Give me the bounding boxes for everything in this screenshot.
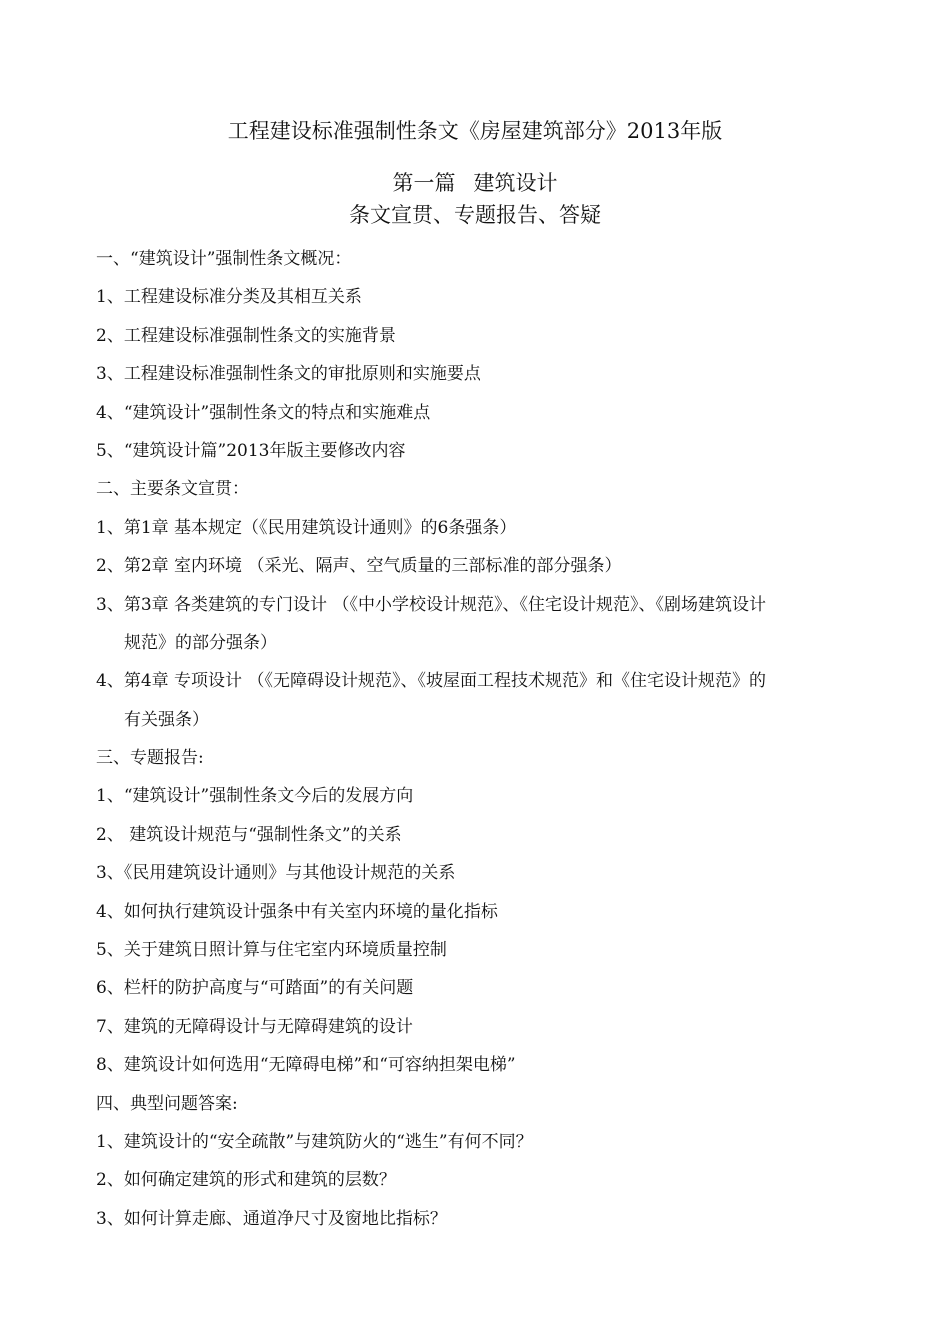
list-item: 1、“建筑设计”强制性条文今后的发展方向 xyxy=(96,786,414,807)
part-name: 建筑设计 xyxy=(473,171,558,195)
list-item-continuation: 规范》的部分强条） xyxy=(124,632,277,653)
list-item: 3、如何计算走廊、通道净尺寸及窗地比指标？ xyxy=(96,1208,447,1229)
document-subtitle: 条文宣贯、专题报告、答疑 xyxy=(349,203,601,227)
list-item-wrapped xyxy=(96,590,860,667)
list-item: 1、建筑设计的“安全疏散”与建筑防火的“逃生”有何不同？ xyxy=(96,1131,533,1152)
list-item: 8、建筑设计如何选用“无障碍电梯”和“可容纳担架电梯” xyxy=(96,1055,516,1076)
list-item: 5、“建筑设计篇”2013年版主要修改内容 xyxy=(96,440,406,461)
list-item: 4、“建筑设计”强制性条文的特点和实施难点 xyxy=(96,402,431,423)
part-heading xyxy=(0,168,950,198)
list-item-continuation: 有关强条） xyxy=(124,709,209,730)
list-item: 1、第1章 基本规定（《民用建筑设计通则》的6条强条） xyxy=(96,517,517,538)
list-item: 7、建筑的无障碍设计与无障碍建筑的设计 xyxy=(96,1016,413,1037)
list-item-line: 3、第3章 各类建筑的专门设计 （《中小学校设计规范》、《住宅设计规范》、《剧场建筑设计 xyxy=(96,594,766,615)
list-item: 2、如何确定建筑的形式和建筑的层数？ xyxy=(96,1170,396,1191)
list-item: 3、《民用建筑设计通则》与其他设计规范的关系 xyxy=(96,863,456,884)
section-heading: 一、“建筑设计”强制性条文概况： xyxy=(96,249,352,269)
document-body xyxy=(96,244,860,1242)
document-title: 工程建设标准强制性条文《房屋建筑部分》2013年版 xyxy=(227,119,723,143)
list-item-line: 4、第4章 专项设计 （《无障碍设计规范》、《坡屋面工程技术规范》和《住宅设计规范》的 xyxy=(96,671,766,692)
part-number: 第一篇 xyxy=(392,171,456,195)
section-heading: 二、主要条文宣贯： xyxy=(96,479,249,500)
list-item: 1、工程建设标准分类及其相互关系 xyxy=(96,287,362,308)
list-item: 3、工程建设标准强制性条文的审批原则和实施要点 xyxy=(96,364,481,385)
list-item: 4、如何执行建筑设计强条中有关室内环境的量化指标 xyxy=(96,901,498,922)
section-heading: 三、专题报告: xyxy=(96,748,204,769)
section-heading: 四、典型问题答案: xyxy=(96,1093,238,1114)
list-item: 5、关于建筑日照计算与住宅室内环境质量控制 xyxy=(96,940,447,961)
list-item-wrapped xyxy=(96,666,860,743)
list-item: 2、第2章 室内环境 （采光、隔声、空气质量的三部标准的部分强条） xyxy=(96,556,622,577)
list-item: 2、工程建设标准强制性条文的实施背景 xyxy=(96,325,396,346)
list-item: 2、 建筑设计规范与“强制性条文”的关系 xyxy=(96,824,402,845)
list-item: 6、栏杆的防护高度与“可踏面”的有关问题 xyxy=(96,978,414,999)
